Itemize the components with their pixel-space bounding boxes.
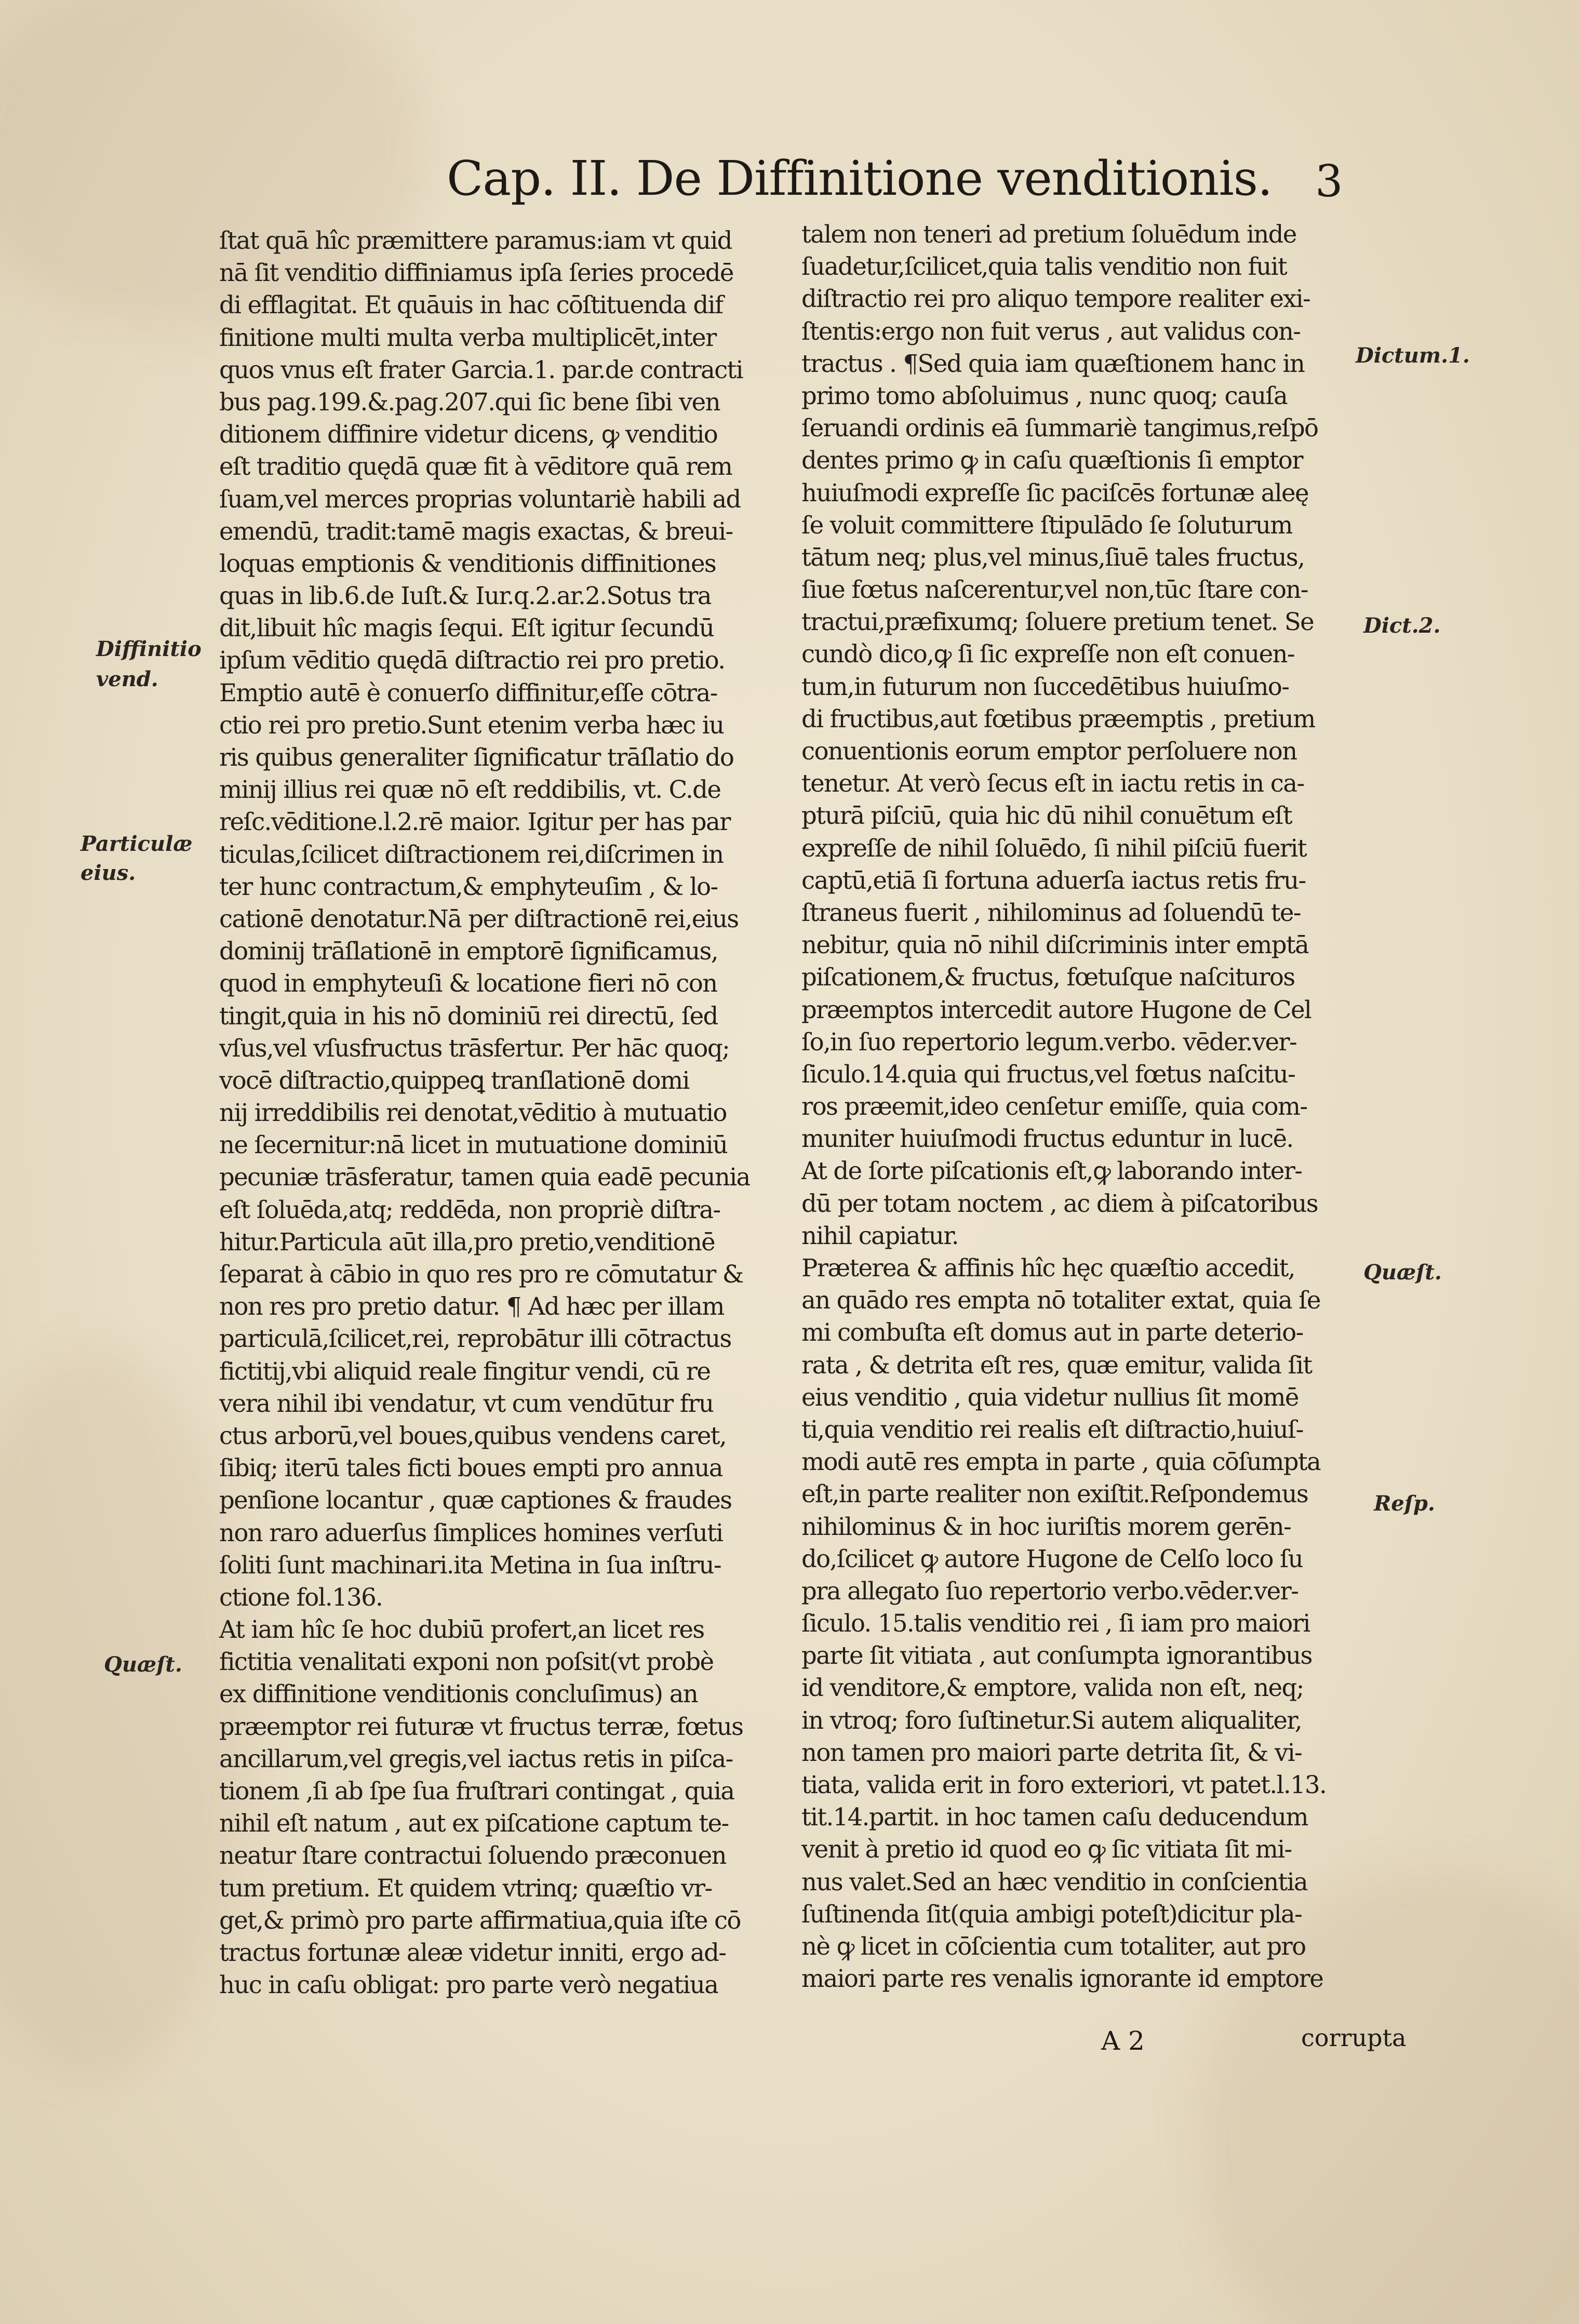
text-line: ſe voluit committere ſtipulādo ſe ſoluturum [801,511,1292,539]
text-line: primo tomo abſoluimus , nunc quoq; cauſa [801,381,1288,410]
text-line: ipſum vēditio quędā diſtractio rei pro pretio. [219,646,725,675]
text-line: ctio rei pro pretio.Sunt etenim verba hæc iu [219,711,724,739]
text-line: præemptos intercedit autore Hugone de Cel [801,995,1312,1024]
text-line: finitione multi multa verba multiplicēt,inter [219,323,716,352]
text-line: neatur ſtare contractui ſoluendo præconuen [219,1841,726,1870]
text-line: eius venditio , quia videtur nullius ſit momē [801,1383,1299,1411]
text-line: fictitia venalitati exponi non poſsit(vt probè [219,1648,714,1676]
text-line: venit à pretio id quod eo ꝙ ſic vitiata ſit mi- [801,1835,1292,1864]
text-line: ex diffinitione venditionis concluſimus) an [219,1680,698,1708]
page-number: 3 [1315,156,1343,207]
text-line: huiuſmodi expreſſe ſic paciſcēs fortunæ aleę [801,478,1308,507]
text-line: ſiculo. 15.talis venditio rei , ſi iam pro maiori [801,1609,1310,1638]
text-line: nihil capiatur. [801,1221,958,1250]
text-line: mi combuſta eſt domus aut in parte deterio- [801,1318,1303,1347]
text-line: talem non teneri ad pretium ſoluēdum inde [801,220,1296,248]
text-line: id venditore,& emptore, valida non eſt, neq; [801,1674,1304,1702]
text-line: ſiue fœtus naſcerentur,vel non,tūc ſtare con- [801,576,1308,604]
text-line: tenetur. At verò ſecus eſt in iactu retis in ca- [801,769,1304,798]
text-line: tātum neq; plus,vel minus,ſiuē tales fructus, [801,543,1305,571]
text-line: ti,quia venditio rei realis eſt diſtractio,huiuſ- [801,1415,1303,1444]
text-line: expreſſe de nihil ſoluēdo, ſi nihil piſciū fuerit [801,834,1306,862]
text-line: parte ſit vitiata , aut conſumpta ignorantibus [801,1641,1312,1670]
text-line: diſtractio rei pro aliquo tempore realiter exi- [801,285,1310,313]
text-line: non tamen pro maiori parte detrita ſit, & vi- [801,1738,1302,1767]
margin-note-quaest-right: Quæſt. [1363,1260,1442,1285]
margin-note-dictum-2: Dict.2. [1363,613,1441,638]
text-line: tractus fortunæ aleæ videtur inniti, ergo ad- [219,1938,726,1967]
text-line: ctione fol.136. [219,1583,383,1611]
margin-note-resp: Reſp. [1374,1491,1435,1516]
text-line: conuentionis eorum emptor perſoluere non [801,737,1297,765]
text-line: di fructibus,aut fœtibus præemptis , pretium [801,704,1315,733]
text-line: eſt ſoluēda,atq; reddēda, non propriè diſtra- [219,1195,720,1224]
signature-mark: A 2 [1101,2026,1145,2056]
text-line: in vtroq; foro ſuſtinetur.Si autem aliqualiter, [801,1706,1302,1734]
margin-note-diffinitio: Diffinitio [96,637,202,661]
text-line: nij irreddibilis rei denotat,vēditio à mutuatio [219,1099,727,1127]
text-line: vſus,vel vſusfructus trāsfertur. Per hāc quoq; [219,1034,730,1062]
text-line: ſuadetur,ſcilicet,quia talis venditio non fuit [801,252,1287,281]
text-line: dit,libuit hîc magis ſequi. Eſt igitur ſecundū [219,614,714,643]
text-line: vocē diſtractio,quippeꝗ tranſlationē domi [219,1066,689,1094]
text-line: ter hunc contractum,& emphyteuſim , & lo- [219,872,718,901]
text-line: vera nihil ibi vendatur, vt cum vendūtur fru [219,1389,714,1418]
right-text-column [801,218,1352,1995]
text-line: ticulas,ſcilicet diſtractionem rei,diſcrimen in [219,840,724,869]
text-line: muniter huiuſmodi fructus eduntur in lucē. [801,1125,1293,1153]
margin-note-quaest-left: Quæſt. [104,1652,182,1677]
text-line: nā ſit venditio diffiniamus ipſa ſeries procedē [219,259,733,287]
text-line: pturā piſciū, quia hic dū nihil conuētum eſt [801,802,1292,830]
text-line: maiori parte res venalis ignorante id emptore [801,1965,1323,1993]
text-line: tum,in futurum non ſuccedētibus huiuſmo- [801,672,1289,701]
text-line: huc in caſu obligat: pro parte verò negatiua [219,1971,718,1999]
text-line: tingit,quia in his nō dominiū rei directū, ſed [219,1001,718,1030]
text-line: hitur.Particula aūt illa,pro pretio,venditionē [219,1227,715,1256]
text-line: ſibiq; iterū tales ficti boues empti pro annua [219,1454,722,1482]
text-line: pecuniæ trāsferatur, tamen quia eadē pecunia [219,1163,750,1192]
text-line: modi autē res empta in parte , quia cōſumpta [801,1448,1321,1476]
text-line: tionem ,ſi ab ſpe ſua fruſtrari contingat , quia [219,1777,734,1805]
text-line: ne ſecernitur:nā licet in mutuatione dominiū [219,1131,728,1159]
text-line: ris quibus generaliter ſignificatur trāſlatio do [219,743,734,771]
text-line: penſione locantur , quæ captiones & fraudes [219,1486,732,1515]
text-line: non res pro pretio datur. ¶ Ad hæc per illam [219,1292,724,1321]
text-line: captū,etiā ſi fortuna aduerſa iactus retis fru- [801,866,1306,894]
text-line: ditionem diffinire videtur dicens, ꝙ venditio [219,420,718,449]
text-line: ſo,in ſuo repertorio legum.verbo. vēder.ver- [801,1027,1297,1056]
text-line: ſoliti ſunt machinari.ita Metina in ſua inſtru- [219,1551,721,1579]
text-line: minij illius rei quæ nō eſt reddibilis, vt. C.de [219,776,721,804]
text-line: ſtat quā hîc præmittere paramus:iam vt quid [219,226,732,255]
text-line: an quādo res empta nō totaliter extat, quia ſe [801,1286,1320,1315]
text-line: ſtraneus fuerit , nihilominus ad ſoluendū te- [801,898,1301,927]
text-line: nihil eſt natum , aut ex piſcatione captum te- [219,1809,729,1838]
text-line: At de ſorte piſcationis eſt,ꝙ laborando inter- [801,1157,1302,1185]
margin-note-eius: eius. [81,861,136,885]
text-line: eſt,in parte realiter non exiſtit.Reſpondemus [801,1480,1308,1508]
margin-note-dictum-1: Dictum.1. [1356,343,1470,368]
text-line: di efflagitat. Et quāuis in hac cōſtituenda dif [219,291,723,319]
text-line: tiata, valida erit in foro exteriori, vt patet.l.13. [801,1771,1327,1799]
margin-note-vend: vend. [96,667,158,691]
text-line: rata , & detrita eſt res, quæ emitur, valida ſit [801,1351,1312,1379]
text-line: bus pag.199.&.pag.207.qui ſic bene ſibi ven [219,388,720,416]
text-line: Emptio autē è conuerſo diffinitur,eſſe cōtra- [219,678,717,707]
left-text-column [219,224,770,2001]
catchword: corrupta [1301,2024,1407,2052]
text-line: nihilominus & in hoc iuriſtis morem gerēn- [801,1512,1291,1541]
text-line: nè ꝙ licet in cōſcientia cum totaliter, aut pro [801,1932,1306,1960]
paper-stain [0,1351,249,2078]
text-line: ſeruandi ordinis eā ſummariè tangimus,reſpō [801,414,1318,443]
text-line: ctus arborū,vel boues,quibus vendens caret, [219,1421,727,1450]
text-line: piſcationem,& fructus, fœtuſque naſcituros [801,963,1295,992]
text-line: pra allegato ſuo repertorio verbo.vēder.ver- [801,1577,1299,1605]
text-line: ſiculo.14.quia qui fructus,vel fœtus naſcitu- [801,1060,1295,1088]
text-line: tit.14.partit. in hoc tamen caſu deducendum [801,1803,1308,1832]
text-line: cationē denotatur.Nā per diſtractionē rei,eius [219,904,739,933]
text-line: reſc.vēditione.l.2.rē maior. Igitur per has par [219,808,730,836]
text-line: tractus . ¶Sed quia iam quæſtionem hanc in [801,349,1305,378]
text-line: ſtentis:ergo non fuit verus , aut validus con- [801,317,1301,345]
text-line: quos vnus eſt frater Garcia.1. par.de contracti [219,355,743,384]
text-line: loquas emptionis & venditionis diffinitiones [219,549,716,578]
text-line: fictitij,vbi aliquid reale fingitur vendi, cū re [219,1357,711,1385]
text-line: cundò dico,ꝙ ſi ſic expreſſe non eſt conuen- [801,640,1294,669]
text-line: do,ſcilicet ꝙ autore Hugone de Celſo loco ſu [801,1544,1303,1573]
text-line: emendū, tradit:tamē magis exactas, & breui- [219,517,733,545]
text-line: eſt traditio quędā quæ fit à vēditore quā rem [219,452,732,481]
text-line: non raro aduerſus ſimplices homines verſuti [219,1518,723,1547]
text-line: ſuam,vel merces proprias voluntariè habili ad [219,485,741,513]
text-line: ancillarum,vel gregis,vel iactus retis in piſca- [219,1744,733,1773]
text-line: dominij trāſlationē in emptorē ſignificamus, [219,937,718,966]
text-line: tractui,præfixumq; ſoluere pretium tenet. Se [801,608,1314,636]
text-line: dentes primo ꝙ in caſu quæſtionis ſi emptor [801,446,1303,475]
text-line: dū per totam noctem , ac diem à piſcatoribus [801,1189,1318,1218]
text-line: præemptor rei futuræ vt fructus terræ, fœtus [219,1712,743,1741]
text-line: Præterea & affinis hîc hęc quæſtio accedit, [801,1254,1295,1282]
text-line: ros præemit,ideo cenſetur emiſſe, quia com- [801,1092,1307,1121]
text-line: get,& primò pro parte affirmatiua,quia iſte cō [219,1906,741,1934]
margin-note-particulae: Particulæ [81,832,193,856]
text-line: quas in lib.6.de Iuſt.& Iur.q.2.ar.2.Sotus tra [219,582,711,610]
text-line: ſuſtinenda ſit(quia ambigi poteſt)dicitur pla- [801,1900,1302,1928]
text-line: tum pretium. Et quidem vtrinq; quæſtio vr- [219,1874,712,1902]
text-line: nus valet.Sed an hæc venditio in conſcientia [801,1867,1308,1896]
text-line: nebitur, quia nō nihil diſcriminis inter emptā [801,931,1309,959]
text-line: At iam hîc ſe hoc dubiū profert,an licet res [219,1615,704,1644]
text-line: quod in emphyteuſi & locatione fieri nō con [219,969,717,998]
text-line: ſeparat à cābio in quo res pro re cōmutatur & [219,1260,743,1288]
running-title: Cap. II. De Diffinitione venditionis. [447,151,1273,206]
text-line: particulā,ſcilicet,rei, reprobātur illi cōtractus [219,1325,731,1353]
